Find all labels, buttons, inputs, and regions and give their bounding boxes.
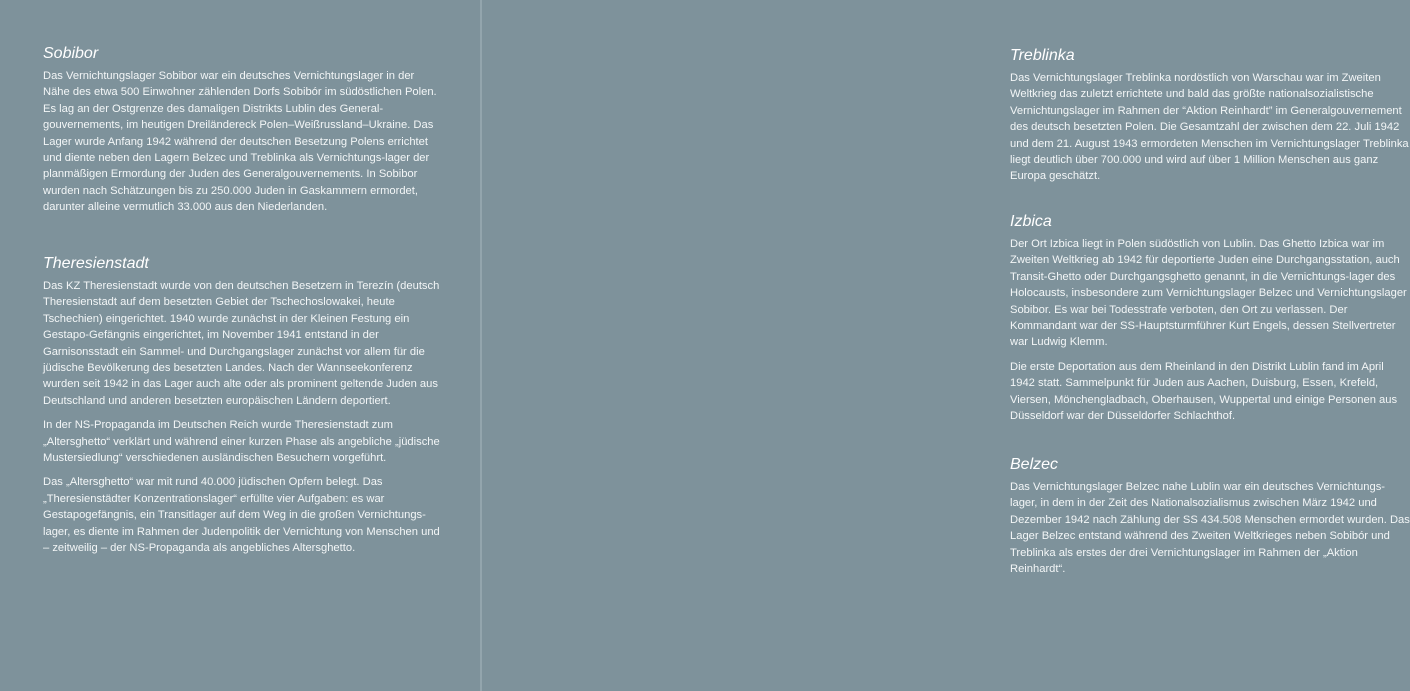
section-title-izbica: Izbica [1010,213,1052,230]
section-sobibor [43,44,443,216]
left-page [0,0,480,691]
right-page [482,0,1410,691]
section-belzec [1010,455,1410,577]
theresienstadt-paragraph-2: In der NS-Propaganda im Deutschen Reich wurde Theresienstadt zum „Altersghetto“ verklärt und während einer kurzen Phase als angebliche „jüdische Mustersiedlung“ verschiedenen ausländischen Besuchern vorgeführt. [43,419,440,465]
section-treblinka [1010,46,1410,185]
treblinka-paragraph-1: Das Vernichtungslager Treblinka nordöstlich von Warschau war im Zweiten Weltkrieg das zuletzt errichtete und bald das größte nationalsozialistische Vernichtungslager im Rahmen der “Aktion Reinhardt” im Generalgouvernement des deutsch besetzten Polen. Die Gesamtzahl der zwischen dem 22. Juli 1942 und dem 21. August 1943 ermordeten Menschen im Vernichtungslager Treblinka liegt deutlich über 700.000 und wird auf über 1 Million Menschen aus ganz Europa geschätzt. [1010,72,1409,183]
theresienstadt-paragraph-1: Das KZ Theresienstadt wurde von den deutschen Besetzern in Terezín (deutsch Theresienstadt auf dem besetzten Gebiet der Tschechoslowakei, heute Tschechien) eingerichtet. 1940 wurde zunächst in der Kleinen Festung ein Gestapo-Gefängnis eingerichtet, im November 1941 entstand in der Garnisonsstadt ein Sammel- und Durchgangslager zunächst vor allem für die jüdische Bevölkerung des besetzten Landes. Nach der Wannseekonferenz wurden seit 1942 in das Lager auch alte oder als prominent geltende Juden aus Deutschland und anderen besetzten europäischen Ländern deportiert. [43,280,440,407]
section-title-belzec: Belzec [1010,456,1059,473]
section-title-theresienstadt: Theresienstadt [43,255,149,272]
section-izbica [1010,212,1410,424]
section-title-treblinka: Treblinka [1010,47,1075,64]
sobibor-paragraph-1: Das Vernichtungslager Sobibor war ein deutsches Vernichtungslager in der Nähe des etwa 500 Einwohner zählenden Dorfs Sobibór im südöstlichen Polen. Es lag an der Ostgrenze des damaligen Distrikts Lublin des General-gouvernements, im heutigen Dreiländereck Polen–Weißrussland–Ukraine. Das Lager wurde Anfang 1942 während der deutschen Besetzung Polens errichtet und diente neben den Lagern Belzec und Treblinka als Vernichtungs-lager der planmäßigen Ermordung der Juden des Generalgouvernements. In Sobibor wurden nach Schätzungen bis zu 250.000 Juden in Gaskammern ermordet, darunter alleine vermutlich 33.000 aus den Niederlanden. [43,70,437,214]
theresienstadt-paragraph-3: Das „Altersghetto“ war mit rund 40.000 jüdischen Opfern belegt. Das „Theresienstädter Konzentrationslager“ erfüllte vier Aufgaben: es war Gestapogefängnis, ein Transitlager auf dem Weg in die großen Vernichtungs-lager, es diente im Rahmen der Judenpolitik der Vernichtung von Menschen und – zeitweilig – der NS-Propaganda als angebliches Altersghetto. [43,476,440,555]
belzec-paragraph-1: Das Vernichtungslager Belzec nahe Lublin war ein deutsches Vernichtungs-lager, in dem in der Zeit des Nationalsozialismus zwischen März 1942 und Dezember 1942 nach Zählung der SS 434.508 Menschen ermordet wurden. Das Lager Belzec entstand während des Zweiten Weltkrieges neben Sobibór und Treblinka als erstes der drei Vernichtungslager im Rahmen der „Aktion Reinhardt“. [1010,481,1410,576]
izbica-paragraph-1: Der Ort Izbica liegt in Polen südöstlich von Lublin. Das Ghetto Izbica war im Zweiten Weltkrieg ab 1942 für deportierte Juden eine Durchgangsstation, auch Transit-Ghetto oder Durchgangsghetto genannt, in die Vernichtungs-lager des Holocausts, insbesondere zum Vernichtungslager Belzec und Vernichtungslager Sobibor. Es war bei Todesstrafe verboten, den Ort zu verlassen. Der Kommandant war der SS-Hauptsturmführer Kurt Engels, dessen Stellvertreter war Ludwig Klemm. [1010,238,1407,349]
section-theresienstadt [43,254,443,557]
section-title-sobibor: Sobibor [43,45,99,62]
izbica-paragraph-2: Die erste Deportation aus dem Rheinland in den Distrikt Lublin fand im April 1942 statt. Sammelpunkt für Juden aus Aachen, Duisburg, Essen, Krefeld, Viersen, Mönchengladbach, Oberhausen, Wuppertal und einige Personen aus Düsseldorf war der Düsseldorfer Schlachthof. [1010,360,1398,423]
